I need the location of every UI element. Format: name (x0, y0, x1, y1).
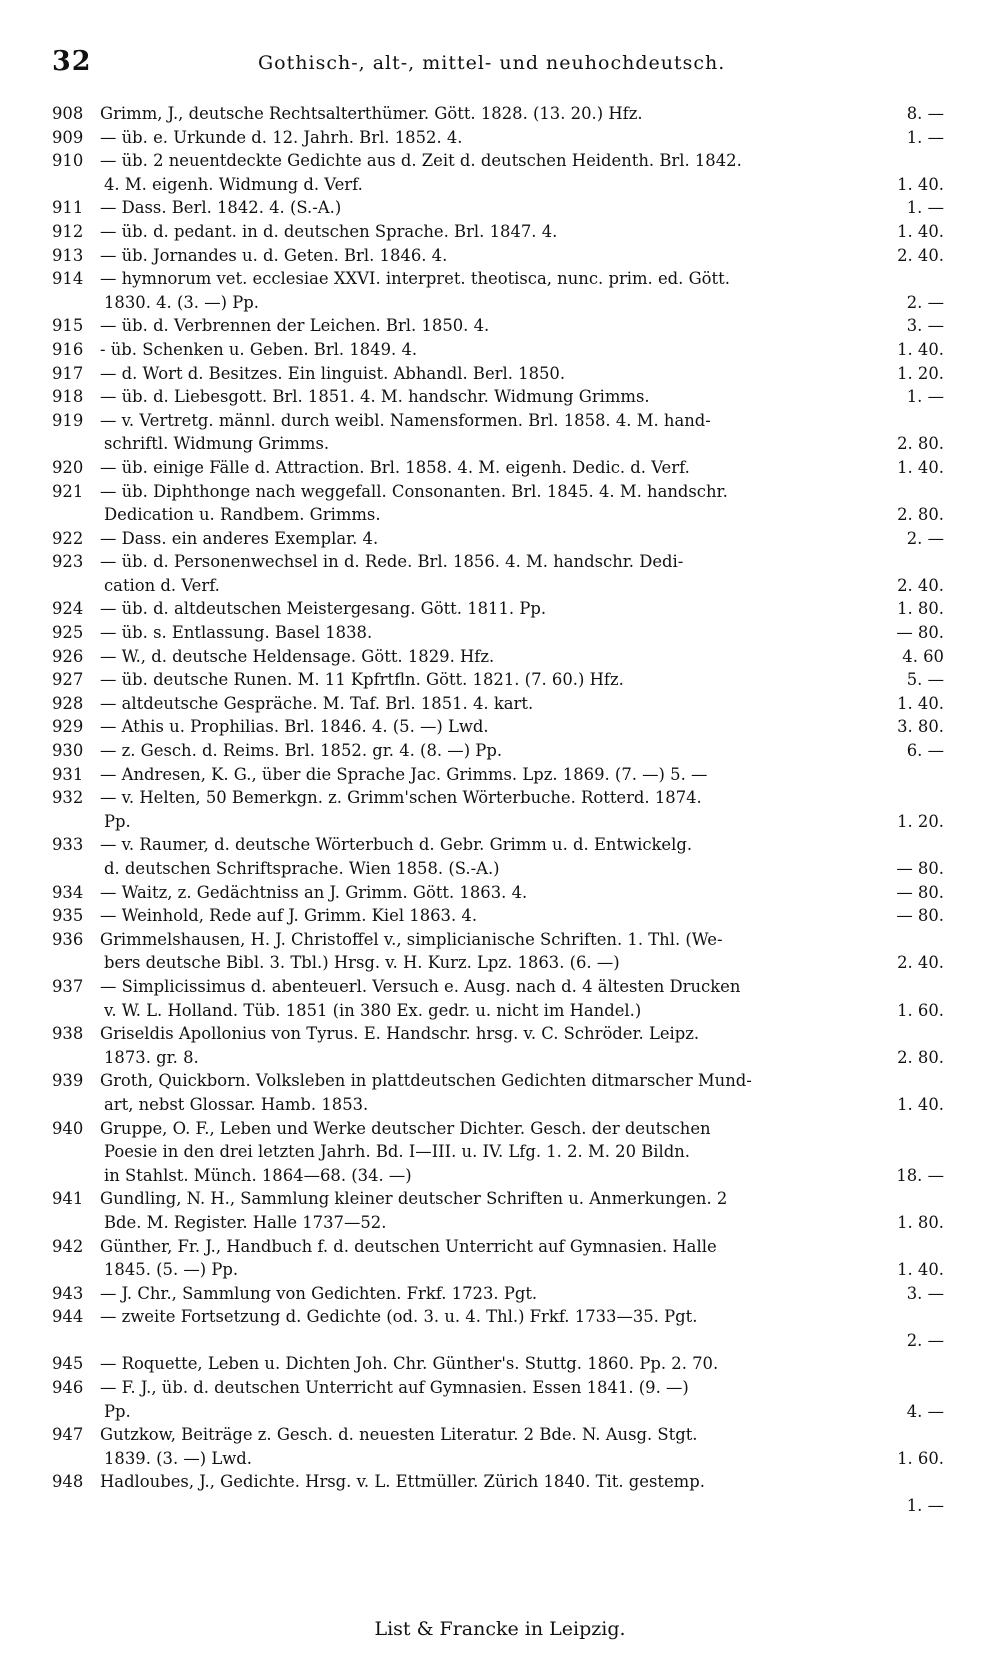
entry-line (52, 362, 944, 386)
entry-text: v. W. L. Holland. Tüb. 1851 (in 380 Ex. gedr. u. nicht im Handel.) (104, 1000, 642, 1020)
catalog-entry (52, 267, 944, 314)
entry-number: 917 (52, 363, 84, 383)
entry-text: — üb. 2 neuentdeckte Gedichte aus d. Zeit d. deutschen Heidenth. Brl. 1842. (100, 151, 742, 171)
entry-line (52, 833, 944, 857)
entry-text: — Waitz, z. Gedächtniss an J. Grimm. Gött. 1863. 4. (100, 882, 528, 902)
catalog-entry (52, 739, 944, 763)
entry-text: 1845. (5. —) Pp. (104, 1260, 239, 1280)
entry-line (52, 668, 944, 692)
catalog-entry (52, 550, 944, 597)
entry-number: 935 (52, 906, 84, 926)
entry-number: 931 (52, 764, 84, 784)
entry-number: 926 (52, 646, 84, 666)
entry-continuation-line (52, 432, 944, 456)
entry-text: art, nebst Glossar. Hamb. 1853. (104, 1094, 369, 1114)
entry-line (52, 338, 944, 362)
entry-price: 1. 40. (897, 221, 944, 241)
entry-line (52, 597, 944, 621)
running-title: Gothisch-, alt-, mittel- und neuhochdeutsch. (258, 52, 726, 74)
entry-text: 1873. gr. 8. (104, 1047, 199, 1067)
entry-text: — Athis u. Prophilias. Brl. 1846. 4. (5. —) Lwd. (100, 717, 489, 737)
entry-line (52, 715, 944, 739)
entry-price: 2. 40. (897, 953, 944, 973)
entry-text: Dedication u. Randbem. Grimms. (104, 505, 381, 525)
entry-text: — Dass. ein anderes Exemplar. 4. (100, 528, 379, 548)
entry-text: Grimmelshausen, H. J. Christoffel v., simplicianische Schriften. 1. Thl. (We- (100, 929, 723, 949)
entry-number: 929 (52, 717, 84, 737)
entry-price: — 80. (896, 882, 944, 902)
entry-price: 1. 40. (897, 339, 944, 359)
catalog-entry (52, 102, 944, 126)
entry-text: Gruppe, O. F., Leben und Werke deutscher Dichter. Gesch. der deutschen (100, 1118, 711, 1138)
entry-price: 3. — (906, 316, 944, 336)
entry-continuation-line (52, 1447, 944, 1471)
entry-line (52, 314, 944, 338)
entry-price: — 80. (896, 623, 944, 643)
entry-price: 8. — (906, 104, 944, 123)
entry-text: — Dass. Berl. 1842. 4. (S.-A.) (100, 198, 342, 218)
entry-text: Pp. (104, 1401, 131, 1421)
entry-continuation-line (52, 1211, 944, 1235)
entry-number: 937 (52, 976, 84, 996)
entry-line (52, 527, 944, 551)
entry-number: 920 (52, 457, 84, 477)
entry-line (52, 550, 944, 574)
entry-number: 941 (52, 1189, 84, 1209)
catalog-entry (52, 1117, 944, 1188)
entry-number: 912 (52, 221, 84, 241)
entry-text: Groth, Quickborn. Volksleben in plattdeutschen Gedichten ditmarscher Mund- (100, 1071, 752, 1091)
entry-line (52, 196, 944, 220)
entry-text: — üb. s. Entlassung. Basel 1838. (100, 623, 373, 643)
entry-continuation-line (52, 291, 944, 315)
entry-line (52, 786, 944, 810)
entry-text: — Andresen, K. G., über die Sprache Jac. Grimms. Lpz. 1869. (7. —) 5. — (100, 764, 708, 784)
entry-price: 1. 80. (897, 1212, 944, 1232)
entry-price: 2. 80. (897, 434, 944, 454)
entry-price: 1. 20. (897, 811, 944, 831)
entry-text: — F. J., üb. d. deutschen Unterricht auf Gymnasien. Essen 1841. (9. —) (100, 1378, 689, 1398)
entry-line (52, 220, 944, 244)
entry-price: 1. 40. (897, 1094, 944, 1114)
entry-text: — zweite Fortsetzung d. Gedichte (od. 3. u. 4. Thl.) Frkf. 1733—35. Pgt. (100, 1307, 698, 1327)
entry-price: 2. 80. (897, 1047, 944, 1067)
entry-text: — üb. e. Urkunde d. 12. Jahrh. Brl. 1852. 4. (100, 127, 463, 147)
entry-number: 913 (52, 245, 84, 265)
entry-line (52, 739, 944, 763)
catalog-entry (52, 1423, 944, 1470)
entry-text: — üb. Diphthonge nach weggefall. Consonanten. Brl. 1845. 4. M. handschr. (100, 481, 728, 501)
catalog-entry (52, 833, 944, 880)
entry-line (52, 1117, 944, 1141)
catalog-entry (52, 597, 944, 621)
entry-line (52, 975, 944, 999)
entry-text: 1830. 4. (3. —) Pp. (104, 292, 259, 312)
entry-line (52, 1352, 944, 1376)
entry-price: 3. 80. (897, 717, 944, 737)
entry-continuation-line (52, 1258, 944, 1282)
entry-number: 943 (52, 1283, 84, 1303)
entry-price: 1. 40. (897, 457, 944, 477)
entry-line (52, 409, 944, 433)
entry-text: Griseldis Apollonius von Tyrus. E. Handschr. hrsg. v. C. Schröder. Leipz. (100, 1024, 700, 1044)
catalog-entry (52, 1069, 944, 1116)
entry-price: 1. 20. (897, 363, 944, 383)
entry-line (52, 1069, 944, 1093)
entry-continuation-line (52, 810, 944, 834)
entry-line (52, 102, 944, 126)
entry-price: 2. 40. (897, 575, 944, 595)
entry-line (52, 480, 944, 504)
entry-line (52, 385, 944, 409)
catalog-entry (52, 362, 944, 386)
entry-line (52, 928, 944, 952)
entry-text: — v. Raumer, d. deutsche Wörterbuch d. Gebr. Grimm u. d. Entwickelg. (100, 835, 693, 855)
entry-number: 918 (52, 387, 84, 407)
entry-text: 4. M. eigenh. Widmung d. Verf. (104, 174, 363, 194)
entry-text: — üb. Jornandes u. d. Geten. Brl. 1846. 4. (100, 245, 448, 265)
entry-line (52, 1376, 944, 1400)
entry-price: 1. 40. (897, 174, 944, 194)
catalog-entry (52, 385, 944, 409)
entry-price: 4. — (906, 1401, 944, 1421)
entry-text: — Roquette, Leben u. Dichten Joh. Chr. Günther's. Stuttg. 1860. Pp. 2. 70. (100, 1354, 719, 1374)
catalog-entry (52, 196, 944, 220)
entry-number: 923 (52, 552, 84, 572)
entry-text: — üb. einige Fälle d. Attraction. Brl. 1858. 4. M. eigenh. Dedic. d. Verf. (100, 457, 690, 477)
entry-number: 924 (52, 599, 84, 619)
catalog-entry (52, 126, 944, 150)
entry-number: 939 (52, 1071, 84, 1091)
entry-line (52, 1235, 944, 1259)
entry-price: 1. — (906, 127, 944, 147)
catalog-entry (52, 1187, 944, 1234)
entry-line (52, 149, 944, 173)
entry-continuation-line (52, 1329, 944, 1353)
entry-text: Gutzkow, Beiträge z. Gesch. d. neuesten Literatur. 2 Bde. N. Ausg. Stgt. (100, 1425, 698, 1445)
entry-text: — d. Wort d. Besitzes. Ein linguist. Abhandl. Berl. 1850. (100, 363, 566, 383)
entry-text: — üb. d. Liebesgott. Brl. 1851. 4. M. handschr. Widmung Grimms. (100, 387, 650, 407)
entry-line (52, 692, 944, 716)
catalog-entry (52, 904, 944, 928)
entry-continuation-line (52, 999, 944, 1023)
catalog-entry (52, 1376, 944, 1423)
entry-text: — üb. deutsche Runen. M. 11 Kpfrtfln. Gött. 1821. (7. 60.) Hfz. (100, 670, 624, 690)
entry-text: cation d. Verf. (104, 575, 220, 595)
entry-number: 922 (52, 528, 84, 548)
catalog-entry (52, 1305, 944, 1352)
entry-number: 936 (52, 929, 84, 949)
entry-text: — z. Gesch. d. Reims. Brl. 1852. gr. 4. (8. —) Pp. (100, 741, 503, 761)
entry-text: — W., d. deutsche Heldensage. Gött. 1829. Hfz. (100, 646, 495, 666)
entry-price: 1. 40. (897, 693, 944, 713)
entry-price: 1. — (906, 1496, 944, 1516)
entry-continuation-line (52, 1046, 944, 1070)
entry-text: Hadloubes, J., Gedichte. Hrsg. v. L. Ettmüller. Zürich 1840. Tit. gestemp. (100, 1472, 705, 1492)
entry-price: 5. — (906, 670, 944, 690)
entry-number: 921 (52, 481, 84, 501)
catalog-entry (52, 645, 944, 669)
entry-number: 915 (52, 316, 84, 336)
page-number: 32 (52, 46, 92, 77)
entry-number: 919 (52, 410, 84, 430)
entry-text: — üb. d. Personenwechsel in d. Rede. Brl. 1856. 4. M. handschr. Dedi- (100, 552, 684, 572)
entry-text: schriftl. Widmung Grimms. (104, 434, 330, 454)
entry-continuation-line (52, 951, 944, 975)
entry-continuation-line (52, 1093, 944, 1117)
entry-text: in Stahlst. Münch. 1864—68. (34. —) (104, 1165, 412, 1185)
entry-number: 942 (52, 1236, 84, 1256)
entry-price: — 80. (896, 859, 944, 878)
catalog-entry (52, 149, 944, 196)
entry-number: 948 (52, 1472, 84, 1492)
entry-number: 946 (52, 1378, 84, 1398)
entry-number: 932 (52, 788, 84, 808)
publisher-footer: List & Francke in Leipzig. (374, 1618, 626, 1640)
entry-line (52, 904, 944, 928)
entry-line (52, 1423, 944, 1447)
entry-text: Gundling, N. H., Sammlung kleiner deutscher Schriften u. Anmerkungen. 2 (100, 1189, 728, 1209)
entry-line (52, 645, 944, 669)
entry-continuation-line (52, 574, 944, 598)
entry-text: — J. Chr., Sammlung von Gedichten. Frkf. 1723. Pgt. (100, 1283, 538, 1303)
entry-text: — üb. d. Verbrennen der Leichen. Brl. 1850. 4. (100, 316, 490, 336)
entry-line (52, 881, 944, 905)
catalog-entry (52, 314, 944, 338)
entry-line (52, 1022, 944, 1046)
catalog-entry (52, 409, 944, 456)
entry-number: 928 (52, 693, 84, 713)
catalog-entry (52, 527, 944, 551)
entry-text: — üb. d. altdeutschen Meistergesang. Gött. 1811. Pp. (100, 599, 547, 619)
entry-price: 1. 60. (897, 1000, 944, 1020)
entry-continuation-line (52, 1400, 944, 1424)
entry-line (52, 1282, 944, 1306)
catalog-entry (52, 786, 944, 833)
entry-continuation-line (52, 173, 944, 197)
entry-line (52, 267, 944, 291)
entry-text: Poesie in den drei letzten Jahrh. Bd. I—III. u. IV. Lfg. 1. 2. M. 20 Bildn. (104, 1142, 690, 1162)
entry-price: 2. 40. (897, 245, 944, 265)
catalog-entry (52, 668, 944, 692)
catalog-entry (52, 975, 944, 1022)
entry-number: 908 (52, 104, 84, 123)
entry-line (52, 1305, 944, 1329)
entry-price: 3. — (906, 1283, 944, 1303)
catalog-entry (52, 621, 944, 645)
catalog-entry (52, 881, 944, 905)
entry-price: 2. — (906, 1330, 944, 1350)
catalog-entry (52, 456, 944, 480)
entry-text: — altdeutsche Gespräche. M. Taf. Brl. 1851. 4. kart. (100, 693, 534, 713)
entry-number: 914 (52, 269, 84, 289)
entry-text: — Simplicissimus d. abenteuerl. Versuch e. Ausg. nach d. 4 ältesten Drucken (100, 976, 741, 996)
entry-number: 916 (52, 339, 84, 359)
page-header (0, 46, 1000, 86)
catalog-entry (52, 928, 944, 975)
entry-line (52, 126, 944, 150)
entry-number: 944 (52, 1307, 84, 1327)
catalog-entry (52, 715, 944, 739)
entry-continuation-line (52, 1494, 944, 1518)
entry-continuation-line (52, 857, 944, 881)
entry-text: Günther, Fr. J., Handbuch f. d. deutschen Unterricht auf Gymnasien. Halle (100, 1236, 717, 1256)
entry-number: 933 (52, 835, 84, 855)
entry-text: d. deutschen Schriftsprache. Wien 1858. (S.-A.) (104, 859, 500, 878)
catalog-entry (52, 1282, 944, 1306)
entry-price: 1. 60. (897, 1448, 944, 1468)
entry-price: 2. — (906, 528, 944, 548)
entry-continuation-line (52, 1164, 944, 1188)
catalog-entry (52, 338, 944, 362)
entry-number: 910 (52, 151, 84, 171)
entry-line (52, 1470, 944, 1494)
entry-text: bers deutsche Bibl. 3. Tbl.) Hrsg. v. H. Kurz. Lpz. 1863. (6. —) (104, 953, 620, 973)
catalog-entry (52, 1352, 944, 1376)
entry-text: — üb. d. pedant. in d. deutschen Sprache. Brl. 1847. 4. (100, 221, 558, 241)
entry-text: - üb. Schenken u. Geben. Brl. 1849. 4. (100, 339, 418, 359)
entry-number: 934 (52, 882, 84, 902)
entry-number: 947 (52, 1425, 84, 1445)
entry-line (52, 1187, 944, 1211)
entry-text: Grimm, J., deutsche Rechtsalterthümer. Gött. 1828. (13. 20.) Hfz. (100, 104, 643, 123)
entry-continuation-line (52, 1140, 944, 1164)
entry-text: — v. Vertretg. männl. durch weibl. Namensformen. Brl. 1858. 4. M. hand- (100, 410, 711, 430)
catalog-entry (52, 1235, 944, 1282)
entry-text: — v. Helten, 50 Bemerkgn. z. Grimm'schen Wörterbuche. Rotterd. 1874. (100, 788, 702, 808)
entry-text: — hymnorum vet. ecclesiae XXVI. interpret. theotisca, nunc. prim. ed. Gött. (100, 269, 730, 289)
catalog-entry (52, 763, 944, 787)
catalog-entry (52, 220, 944, 244)
entry-line (52, 763, 944, 787)
catalog-entry (52, 480, 944, 527)
entry-number: 925 (52, 623, 84, 643)
entry-text: 1839. (3. —) Lwd. (104, 1448, 252, 1468)
catalog-entry (52, 692, 944, 716)
entry-price: 4. 60 (902, 646, 944, 666)
entry-line (52, 244, 944, 268)
entry-price: — 80. (896, 906, 944, 926)
entry-number: 938 (52, 1024, 84, 1044)
catalog-entry (52, 1022, 944, 1069)
entry-number: 927 (52, 670, 84, 690)
entry-line (52, 621, 944, 645)
entry-price: 2. — (906, 292, 944, 312)
entry-price: 2. 80. (897, 505, 944, 525)
entry-price: 1. 80. (897, 599, 944, 619)
entry-price: 1. 40. (897, 1260, 944, 1280)
entry-text: Pp. (104, 811, 131, 831)
entry-number: 945 (52, 1354, 84, 1374)
entry-price: 18. — (896, 1165, 944, 1185)
catalog-entry-list (52, 102, 944, 1518)
entry-price: 1. — (906, 198, 944, 218)
entry-number: 911 (52, 198, 84, 218)
entry-number: 909 (52, 127, 84, 147)
entry-text: Bde. M. Register. Halle 1737—52. (104, 1212, 387, 1232)
catalog-entry (52, 244, 944, 268)
entry-number: 930 (52, 741, 84, 761)
catalog-entry (52, 1470, 944, 1517)
entry-number: 940 (52, 1118, 84, 1138)
entry-continuation-line (52, 503, 944, 527)
entry-price: 1. — (906, 387, 944, 407)
entry-text: — Weinhold, Rede auf J. Grimm. Kiel 1863. 4. (100, 906, 478, 926)
entry-price: 6. — (906, 741, 944, 761)
entry-line (52, 456, 944, 480)
